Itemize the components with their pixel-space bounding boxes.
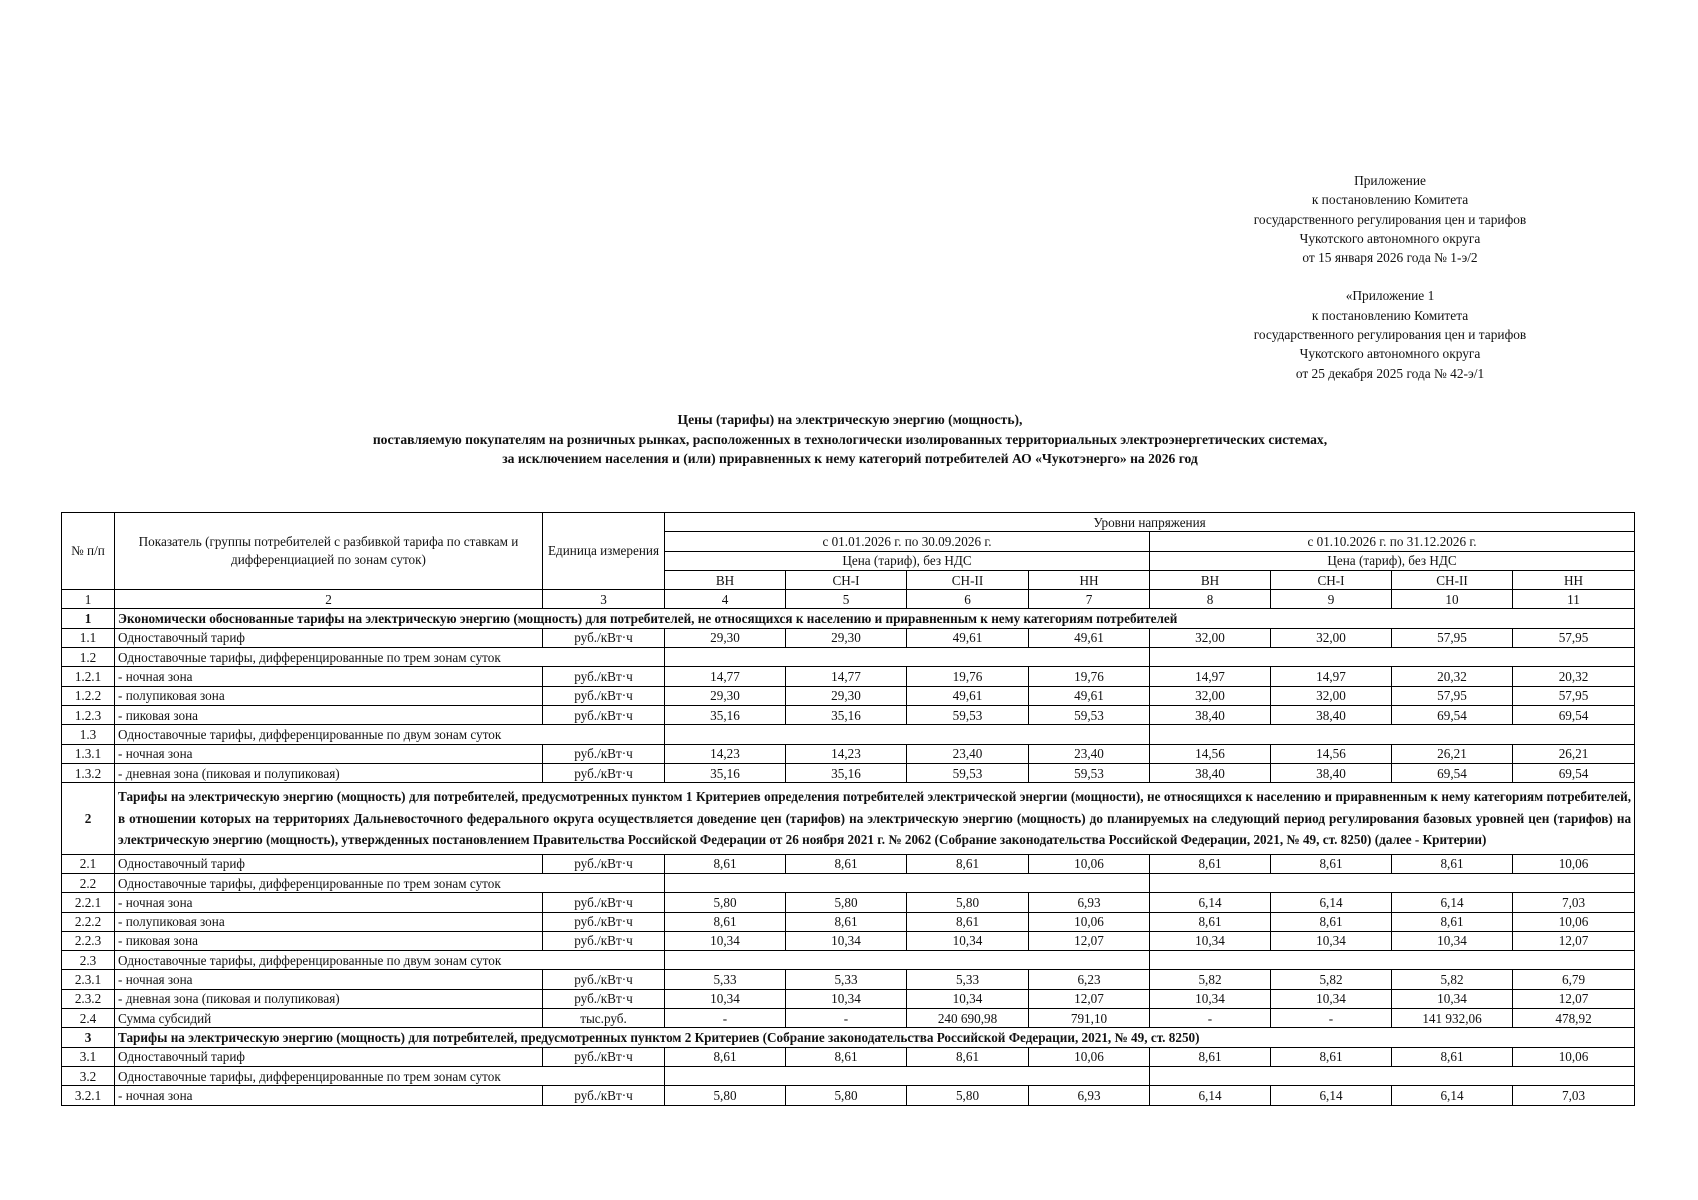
tariff-value: 141 932,06 <box>1392 1009 1513 1028</box>
tariff-value: 10,34 <box>1271 989 1392 1008</box>
header-level: СН-I <box>1271 570 1392 589</box>
tariff-value: 29,30 <box>665 628 786 647</box>
table-row <box>62 1028 1635 1047</box>
row-number: 1.3.1 <box>62 744 115 763</box>
row-label: - ночная зона <box>115 893 543 912</box>
table-row <box>62 970 1635 989</box>
tariff-value: 8,61 <box>1150 854 1271 873</box>
tariff-value: 38,40 <box>1271 763 1392 782</box>
row-label: Одноставочный тариф <box>115 1047 543 1066</box>
tariff-value: 6,14 <box>1392 1086 1513 1105</box>
row-label: - ночная зона <box>115 1086 543 1105</box>
appendix-line: Приложение <box>1354 173 1426 188</box>
empty-cell <box>1150 951 1635 970</box>
tariff-value: 8,61 <box>907 1047 1029 1066</box>
appendix-line: государственного регулирования цен и тарифов <box>1253 327 1527 343</box>
tariff-value: 38,40 <box>1150 763 1271 782</box>
table-row <box>62 686 1635 705</box>
row-unit: руб./кВт·ч <box>543 667 665 686</box>
row-number: 2.4 <box>62 1009 115 1028</box>
tariff-value: 10,34 <box>1392 931 1513 950</box>
tariff-value: 8,61 <box>1271 1047 1392 1066</box>
row-unit: руб./кВт·ч <box>543 686 665 705</box>
tariff-value: 57,95 <box>1392 628 1513 647</box>
appendix-line: от 15 января 2026 года № 1-э/2 <box>1302 250 1478 266</box>
tariff-value: 57,95 <box>1513 628 1635 647</box>
row-number: 1.2.1 <box>62 667 115 686</box>
column-number-row <box>62 590 1635 609</box>
tariff-value: 32,00 <box>1150 628 1271 647</box>
row-unit: руб./кВт·ч <box>543 763 665 782</box>
tariff-value: 35,16 <box>786 705 907 724</box>
column-number: 4 <box>665 590 786 609</box>
tariff-value: 8,61 <box>1271 854 1392 873</box>
header-row <box>62 513 1635 532</box>
row-number: 1.2 <box>62 648 115 667</box>
row-number: 1.1 <box>62 628 115 647</box>
tariff-value: 20,32 <box>1513 667 1635 686</box>
table-row <box>62 628 1635 647</box>
row-unit: руб./кВт·ч <box>543 628 665 647</box>
row-label: Сумма субсидий <box>115 1009 543 1028</box>
empty-cell <box>665 951 1150 970</box>
empty-cell <box>665 648 1150 667</box>
header-period-1: с 01.01.2026 г. по 30.09.2026 г. <box>665 532 1150 551</box>
tariff-value: 10,06 <box>1513 854 1635 873</box>
header-num: № п/п <box>62 513 115 590</box>
row-unit: руб./кВт·ч <box>543 744 665 763</box>
tariff-value: 5,33 <box>786 970 907 989</box>
tariff-value: 14,97 <box>1150 667 1271 686</box>
row-label: - дневная зона (пиковая и полупиковая) <box>115 989 543 1008</box>
empty-cell <box>1150 725 1635 744</box>
row-number: 2.2.3 <box>62 931 115 950</box>
tariff-value: 14,77 <box>786 667 907 686</box>
tariff-value: 8,61 <box>665 912 786 931</box>
column-number: 9 <box>1271 590 1392 609</box>
tariff-value: 6,23 <box>1029 970 1150 989</box>
tariff-value: 7,03 <box>1513 1086 1635 1105</box>
column-number: 2 <box>115 590 543 609</box>
table-row <box>62 744 1635 763</box>
row-number: 1 <box>62 609 115 628</box>
row-label: - пиковая зона <box>115 931 543 950</box>
empty-cell <box>1150 648 1635 667</box>
tariff-value: 5,80 <box>907 893 1029 912</box>
row-unit: руб./кВт·ч <box>543 705 665 724</box>
tariff-value: 8,61 <box>907 854 1029 873</box>
row-number: 3.2.1 <box>62 1086 115 1105</box>
tariff-value: 6,14 <box>1150 1086 1271 1105</box>
header-level: СН-II <box>1392 570 1513 589</box>
column-number: 3 <box>543 590 665 609</box>
header-level: НН <box>1513 570 1635 589</box>
tariff-value: - <box>1150 1009 1271 1028</box>
row-unit: руб./кВт·ч <box>543 970 665 989</box>
row-number: 3.2 <box>62 1066 115 1085</box>
section-title: Тарифы на электрическую энергию (мощность) для потребителей, предусмотренных пунктом 1 Критериев определения потребителей электрической энергии (мощности), не относящихся к населению и приравненным к нему категориям потребителей, в отношении которых на территориях Дальневосточного федерального округа осуществляется доведение цен (тарифов) на электрическую энергию (мощность) до планируемых на следующий период регулирования базовых уровней цен (тарифов) на электрическую энергию (мощность), утвержденных постановлением Правительства Российской Федерации от 26 ноября 2021 г. № 2062 (Собрание законодательства Российской Федерации, 2021, № 49, ст. 8250) (далее - Критерии) <box>115 783 1635 855</box>
tariff-value: 59,53 <box>907 763 1029 782</box>
tariff-value: 29,30 <box>786 628 907 647</box>
section-title: Экономически обоснованные тарифы на электрическую энергию (мощность) для потребителей, не относящихся к населению и приравненным к нему категориям потребителей <box>115 609 1635 628</box>
tariff-value: 32,00 <box>1271 686 1392 705</box>
title-line: Цены (тарифы) на электрическую энергию (мощность), <box>677 412 1023 427</box>
section-title: Тарифы на электрическую энергию (мощность) для потребителей, предусмотренных пунктом 2 Критериев (Собрание законодательства Российской Федерации, 2021, № 49, ст. 8250) <box>115 1028 1635 1047</box>
row-number: 3 <box>62 1028 115 1047</box>
row-label: Одноставочный тариф <box>115 628 543 647</box>
tariff-value: 59,53 <box>907 705 1029 724</box>
tariff-value: 10,34 <box>907 989 1029 1008</box>
appendix-line: Чукотского автономного округа <box>1299 230 1481 246</box>
tariff-value: 10,06 <box>1029 912 1150 931</box>
tariff-value: 5,33 <box>907 970 1029 989</box>
group-title: Одноставочные тарифы, дифференцированные по двум зонам суток <box>115 951 665 970</box>
tariff-value: 10,34 <box>1392 989 1513 1008</box>
tariff-value: 8,61 <box>1271 912 1392 931</box>
row-number: 1.3 <box>62 725 115 744</box>
tariff-value: 12,07 <box>1513 989 1635 1008</box>
tariff-value: 12,07 <box>1029 931 1150 950</box>
group-title: Одноставочные тарифы, дифференцированные по трем зонам суток <box>115 648 665 667</box>
tariff-value: 14,56 <box>1271 744 1392 763</box>
table-body <box>62 609 1635 1105</box>
row-unit: руб./кВт·ч <box>543 854 665 873</box>
appendix-block <box>1190 171 1590 383</box>
table-row <box>62 1047 1635 1066</box>
tariff-value: 7,03 <box>1513 893 1635 912</box>
tariff-value: 8,61 <box>665 1047 786 1066</box>
header-level: ВН <box>665 570 786 589</box>
row-number: 3.1 <box>62 1047 115 1066</box>
tariff-value: 240 690,98 <box>907 1009 1029 1028</box>
appendix-line: «Приложение 1 <box>1345 288 1435 304</box>
row-number: 2.2.2 <box>62 912 115 931</box>
tariff-value: 8,61 <box>786 912 907 931</box>
tariff-value: 8,61 <box>1392 854 1513 873</box>
tariff-value: 10,34 <box>786 931 907 950</box>
row-label: - полупиковая зона <box>115 912 543 931</box>
tariff-value: 10,34 <box>1271 931 1392 950</box>
tariff-value: - <box>665 1009 786 1028</box>
header-price-label-1: Цена (тариф), без НДС <box>665 551 1150 570</box>
tariff-value: 57,95 <box>1392 686 1513 705</box>
table-row <box>62 854 1635 873</box>
row-label: - полупиковая зона <box>115 686 543 705</box>
appendix-gap <box>1190 267 1590 286</box>
tariff-value: 5,82 <box>1392 970 1513 989</box>
tariff-value: 10,06 <box>1513 1047 1635 1066</box>
tariff-value: 6,14 <box>1271 1086 1392 1105</box>
row-unit: руб./кВт·ч <box>543 931 665 950</box>
row-label: - ночная зона <box>115 744 543 763</box>
tariff-value: 19,76 <box>1029 667 1150 686</box>
empty-cell <box>1150 873 1635 892</box>
row-unit: руб./кВт·ч <box>543 1047 665 1066</box>
group-title: Одноставочные тарифы, дифференцированные по трем зонам суток <box>115 873 665 892</box>
tariff-value: 12,07 <box>1513 931 1635 950</box>
table-row <box>62 912 1635 931</box>
table-row <box>62 648 1635 667</box>
tariff-value: 38,40 <box>1150 705 1271 724</box>
tariff-value: 8,61 <box>1392 912 1513 931</box>
tariff-value: 10,06 <box>1029 854 1150 873</box>
tariff-value: 26,21 <box>1513 744 1635 763</box>
row-number: 1.3.2 <box>62 763 115 782</box>
row-label: - дневная зона (пиковая и полупиковая) <box>115 763 543 782</box>
tariff-value: 8,61 <box>786 854 907 873</box>
tariff-value: 10,06 <box>1029 1047 1150 1066</box>
tariff-value: 14,56 <box>1150 744 1271 763</box>
group-title: Одноставочные тарифы, дифференцированные по трем зонам суток <box>115 1066 665 1085</box>
row-number: 2.2 <box>62 873 115 892</box>
tariff-value: 8,61 <box>1392 1047 1513 1066</box>
tariff-value: 49,61 <box>1029 628 1150 647</box>
tariff-value: 8,61 <box>1150 912 1271 931</box>
table-row <box>62 989 1635 1008</box>
tariff-value: 10,34 <box>907 931 1029 950</box>
row-number: 1.2.3 <box>62 705 115 724</box>
row-label: - пиковая зона <box>115 705 543 724</box>
row-number: 2.1 <box>62 854 115 873</box>
tariff-value: 20,32 <box>1392 667 1513 686</box>
group-title: Одноставочные тарифы, дифференцированные по двум зонам суток <box>115 725 665 744</box>
tariff-value: - <box>786 1009 907 1028</box>
table-row <box>62 725 1635 744</box>
column-number: 10 <box>1392 590 1513 609</box>
header-level: СН-II <box>907 570 1029 589</box>
tariff-value: 57,95 <box>1513 686 1635 705</box>
row-number: 2.2.1 <box>62 893 115 912</box>
row-unit: руб./кВт·ч <box>543 912 665 931</box>
tariff-value: 14,77 <box>665 667 786 686</box>
tariff-value: 5,80 <box>665 893 786 912</box>
table-row <box>62 609 1635 628</box>
tariff-value: 10,34 <box>1150 931 1271 950</box>
column-number: 1 <box>62 590 115 609</box>
appendix-line: от 25 декабря 2025 года № 42-э/1 <box>1295 365 1485 381</box>
appendix-line: Чукотского автономного округа <box>1299 346 1481 362</box>
tariff-value: 69,54 <box>1513 763 1635 782</box>
table-row <box>62 705 1635 724</box>
tariff-value: 791,10 <box>1029 1009 1150 1028</box>
tariff-value: 5,33 <box>665 970 786 989</box>
tariff-value: 26,21 <box>1392 744 1513 763</box>
tariff-value: 6,14 <box>1150 893 1271 912</box>
tariff-value: 38,40 <box>1271 705 1392 724</box>
tariff-value: 8,61 <box>1150 1047 1271 1066</box>
tariff-value: 35,16 <box>665 763 786 782</box>
tariff-value: 5,82 <box>1271 970 1392 989</box>
tariff-value: 10,06 <box>1513 912 1635 931</box>
empty-cell <box>1150 1066 1635 1085</box>
row-number: 2.3.1 <box>62 970 115 989</box>
empty-cell <box>665 725 1150 744</box>
tariff-value: 69,54 <box>1392 763 1513 782</box>
tariff-value: 6,14 <box>1392 893 1513 912</box>
row-unit: руб./кВт·ч <box>543 989 665 1008</box>
row-unit: тыс.руб. <box>543 1009 665 1028</box>
header-level: ВН <box>1150 570 1271 589</box>
table-row <box>62 951 1635 970</box>
row-unit: руб./кВт·ч <box>543 1086 665 1105</box>
tariff-value: 6,14 <box>1271 893 1392 912</box>
tariff-value: 6,79 <box>1513 970 1635 989</box>
tariff-value: 12,07 <box>1029 989 1150 1008</box>
column-number: 5 <box>786 590 907 609</box>
tariff-value: 8,61 <box>907 912 1029 931</box>
tariff-value: 5,80 <box>665 1086 786 1105</box>
row-label: Одноставочный тариф <box>115 854 543 873</box>
table-row <box>62 1066 1635 1085</box>
tariff-value: 14,23 <box>786 744 907 763</box>
tariff-value: 5,82 <box>1150 970 1271 989</box>
row-number: 2.3.2 <box>62 989 115 1008</box>
tariff-value: 49,61 <box>907 686 1029 705</box>
row-number: 2 <box>62 783 115 855</box>
tariff-value: 69,54 <box>1392 705 1513 724</box>
tariff-value: 8,61 <box>665 854 786 873</box>
tariff-value: 19,76 <box>907 667 1029 686</box>
row-unit: руб./кВт·ч <box>543 893 665 912</box>
tariff-value: 49,61 <box>907 628 1029 647</box>
row-number: 2.3 <box>62 951 115 970</box>
header-period-2: с 01.10.2026 г. по 31.12.2026 г. <box>1150 532 1635 551</box>
tariff-value: 6,93 <box>1029 1086 1150 1105</box>
tariff-value: 10,34 <box>1150 989 1271 1008</box>
header-voltage-levels: Уровни напряжения <box>665 513 1635 532</box>
row-number: 1.2.2 <box>62 686 115 705</box>
tariff-table <box>61 512 1635 1106</box>
tariff-value: 29,30 <box>665 686 786 705</box>
tariff-value: 69,54 <box>1513 705 1635 724</box>
row-label: - ночная зона <box>115 970 543 989</box>
column-number: 8 <box>1150 590 1271 609</box>
tariff-value: 14,23 <box>665 744 786 763</box>
tariff-value: 32,00 <box>1271 628 1392 647</box>
title-line: поставляемую покупателям на розничных рынках, расположенных в технологически изолированных территориальных электроэнергетических системах, <box>372 431 1328 447</box>
tariff-value: 32,00 <box>1150 686 1271 705</box>
table-row <box>62 1086 1635 1105</box>
tariff-value: 23,40 <box>907 744 1029 763</box>
empty-cell <box>665 873 1150 892</box>
tariff-value: 10,34 <box>665 989 786 1008</box>
tariff-value: 23,40 <box>1029 744 1150 763</box>
column-number: 11 <box>1513 590 1635 609</box>
tariff-value: 59,53 <box>1029 705 1150 724</box>
header-level: СН-I <box>786 570 907 589</box>
tariff-value: 29,30 <box>786 686 907 705</box>
tariff-value: 10,34 <box>786 989 907 1008</box>
tariff-value: 35,16 <box>786 763 907 782</box>
appendix-line: к постановлению Комитета <box>1311 307 1469 323</box>
tariff-value: 5,80 <box>786 1086 907 1105</box>
document-title <box>60 410 1640 469</box>
table-row <box>62 873 1635 892</box>
tariff-value: 14,97 <box>1271 667 1392 686</box>
appendix-line: государственного регулирования цен и тарифов <box>1253 211 1527 227</box>
table-row <box>62 783 1635 855</box>
tariff-value: 8,61 <box>786 1047 907 1066</box>
column-number: 6 <box>907 590 1029 609</box>
empty-cell <box>665 1066 1150 1085</box>
tariff-value: 478,92 <box>1513 1009 1635 1028</box>
table-row <box>62 763 1635 782</box>
table-row <box>62 931 1635 950</box>
tariff-value: 5,80 <box>786 893 907 912</box>
header-level: НН <box>1029 570 1150 589</box>
tariff-value: 59,53 <box>1029 763 1150 782</box>
header-indicator: Показатель (группы потребителей с разбивкой тарифа по ставкам и дифференциацией по зонам суток) <box>115 513 543 590</box>
table-header <box>62 513 1635 609</box>
title-line: за исключением населения и (или) приравненных к нему категорий потребителей АО «Чукотэнерго» на 2026 год <box>502 451 1198 466</box>
tariff-value: - <box>1271 1009 1392 1028</box>
tariff-value: 5,80 <box>907 1086 1029 1105</box>
column-number: 7 <box>1029 590 1150 609</box>
tariff-value: 10,34 <box>665 931 786 950</box>
header-price-label-2: Цена (тариф), без НДС <box>1150 551 1635 570</box>
header-unit: Единица измерения <box>543 513 665 590</box>
table-row <box>62 1009 1635 1028</box>
tariff-value: 6,93 <box>1029 893 1150 912</box>
table-row <box>62 893 1635 912</box>
tariff-value: 35,16 <box>665 705 786 724</box>
tariff-value: 49,61 <box>1029 686 1150 705</box>
row-label: - ночная зона <box>115 667 543 686</box>
appendix-line: к постановлению Комитета <box>1311 192 1469 208</box>
table-row <box>62 667 1635 686</box>
